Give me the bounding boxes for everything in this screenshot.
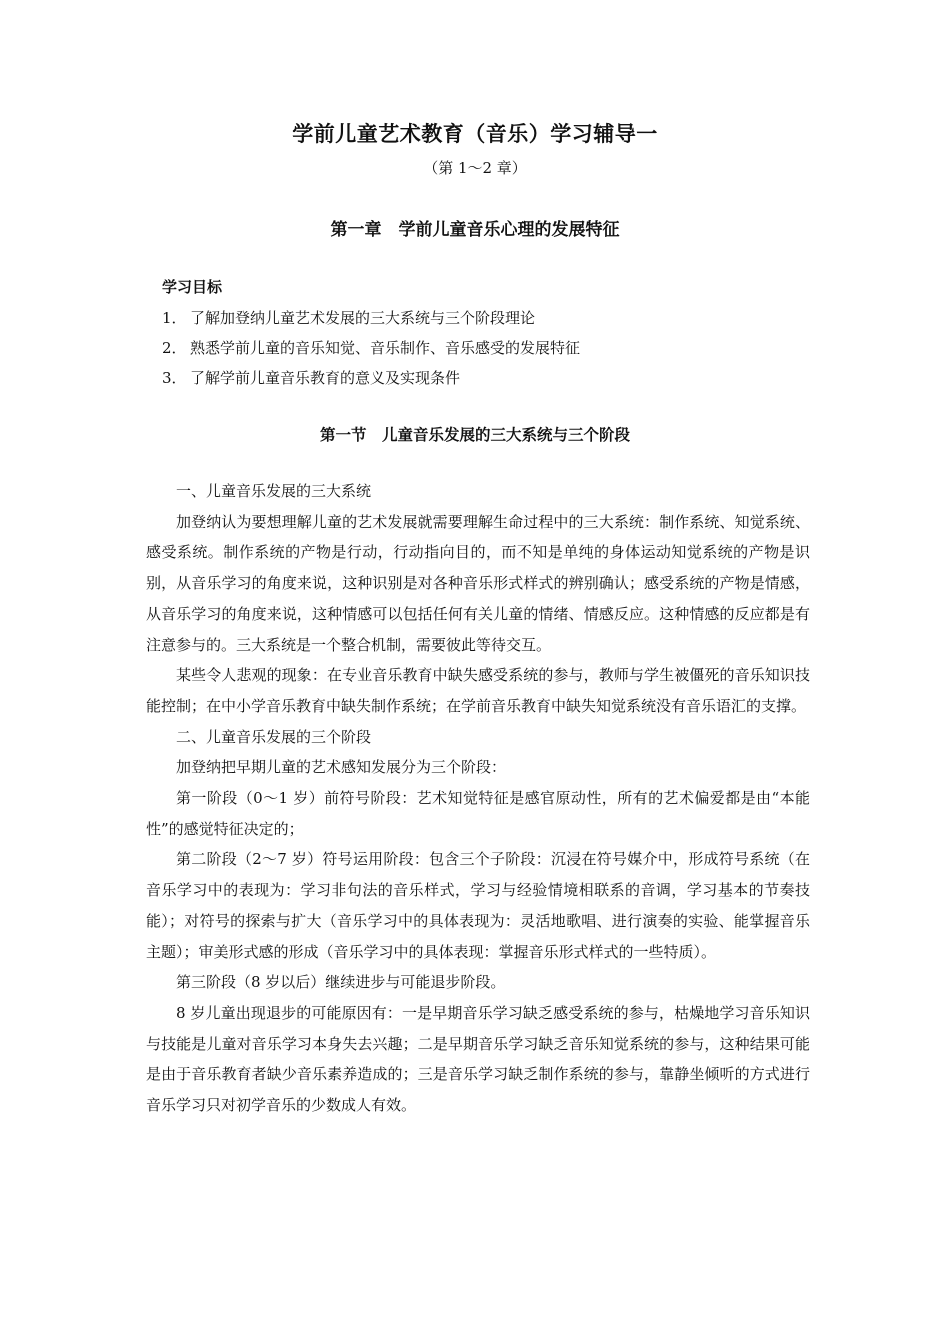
objective-text: 了解加登纳儿童艺术发展的三大系统与三个阶段理论	[190, 309, 536, 327]
objective-text: 了解学前儿童音乐教育的意义及实现条件	[190, 369, 461, 387]
subheading-three-stages: 二、儿童音乐发展的三个阶段	[176, 727, 372, 746]
document-title: 学前儿童艺术教育（音乐）学习辅导一	[292, 121, 658, 146]
paragraph: 8 岁儿童出现退步的可能原因有：一是早期音乐学习缺乏感受系统的参与，枯燥地学习音乐知识与技能是儿童对音乐学习本身失去兴趣；二是早期音乐学习缺乏音乐知觉系统的参与，这种结果可能是由于音乐教育者缺少音乐素养造成的；三是音乐学习缺乏制作系统的参与，靠静坐倾听的方式进行音乐学习只对初学音乐的少数成人有效。	[146, 1003, 810, 1115]
objective-item	[162, 333, 580, 363]
paragraph: 加登纳把早期儿童的艺术感知发展分为三个阶段：	[176, 758, 507, 777]
body-text	[146, 476, 810, 1121]
chapter-title: 第一章 学前儿童音乐心理的发展特征	[330, 220, 620, 240]
objectives-list	[162, 303, 580, 393]
objective-number: 3．	[162, 369, 187, 387]
paragraph: 加登纳认为要想理解儿童的艺术发展就需要理解生命过程中的三大系统：制作系统、知觉系统、感受系统。制作系统的产物是行动，行动指向目的，而不知是单纯的身体运动知觉系统的产物是识别，从音乐学习的角度来说，这种识别是对各种音乐形式样式的辨别确认；感受系统的产物是情感，从音乐学习的角度来说，这种情感可以包括任何有关儿童的情绪、情感反应。这种情感的反应都是有注意参与的。三大系统是一个整合机制，需要彼此等待交互。	[146, 512, 810, 654]
subheading-three-systems: 一、儿童音乐发展的三大系统	[176, 482, 372, 500]
objective-item	[162, 363, 580, 393]
paragraph: 第二阶段（2～7 岁）符号运用阶段：包含三个子阶段：沉浸在符号媒介中，形成符号系统（在音乐学习中的表现为：学习非句法的音乐样式，学习与经验情境相联系的音调，学习基本的节奏技能）；对符号的探索与扩大（音乐学习中的具体表现为：灵活地歌唱、进行演奏的实验、能掌握音乐主题）；审美形式感的形成（音乐学习中的具体表现：掌握音乐形式样式的一些特质）。	[146, 850, 810, 961]
document-subtitle: （第 1～2 章）	[423, 159, 527, 177]
objective-number: 1．	[162, 309, 187, 327]
objectives-heading: 学习目标	[162, 278, 223, 296]
paragraph: 某些令人悲观的现象：在专业音乐教育中缺失感受系统的参与，教师与学生被僵死的音乐知识技能控制；在中小学音乐教育中缺失制作系统；在学前音乐教育中缺失知觉系统没有音乐语汇的支撑。	[146, 666, 810, 715]
paragraph: 第三阶段（8 岁以后）继续进步与可能退步阶段。	[176, 973, 506, 992]
objective-number: 2．	[162, 339, 187, 357]
paragraph: 第一阶段（0～1 岁）前符号阶段：艺术知觉特征是感官原动性，所有的艺术偏爱都是由“本能性”的感觉特征决定的；	[146, 789, 810, 838]
section-title: 第一节 儿童音乐发展的三大系统与三个阶段	[319, 425, 630, 444]
objective-text: 熟悉学前儿童的音乐知觉、音乐制作、音乐感受的发展特征	[190, 339, 581, 357]
objective-item	[162, 303, 580, 333]
